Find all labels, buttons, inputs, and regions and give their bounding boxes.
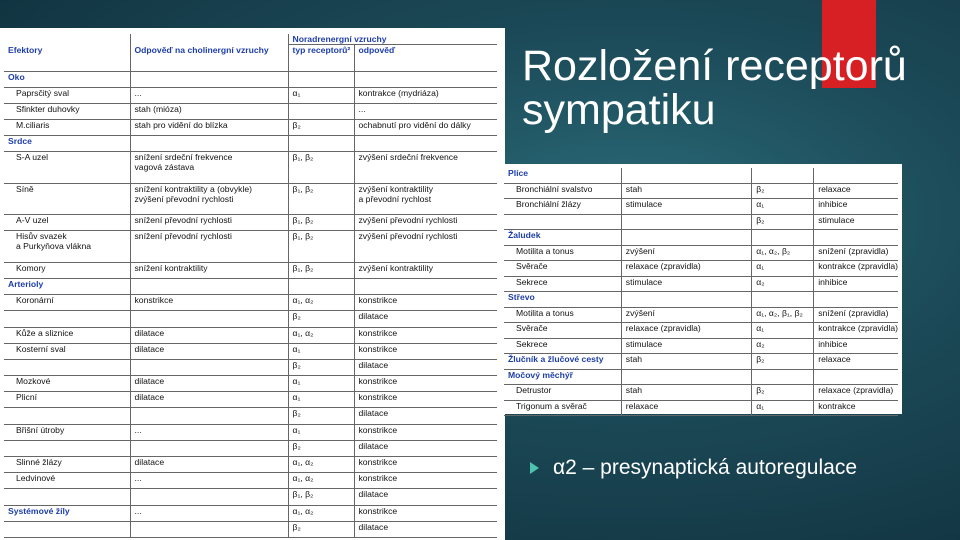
receptor-cell: [288, 103, 354, 119]
bullet-arrow-icon: [530, 462, 539, 474]
response-cell: konstrikce: [354, 343, 497, 359]
response-cell: [814, 292, 898, 308]
receptor-cell: α₁: [288, 392, 354, 408]
response-cell: inhibice: [814, 276, 898, 292]
header-cholinergic: Odpověď na cholinergní vzruchy: [130, 45, 288, 72]
receptor-cell: α₂: [752, 276, 814, 292]
cholinergic-cell: [621, 214, 751, 230]
receptor-cell: β₁, β₂: [288, 183, 354, 214]
cholinergic-cell: relaxace: [621, 400, 751, 416]
response-cell: dilatace: [354, 489, 497, 505]
cholinergic-cell: stimulace: [621, 338, 751, 354]
effector-cell: Svěrače: [504, 323, 621, 339]
receptor-cell: α₁, α₂, β₂: [752, 245, 814, 261]
effector-cell: Střevo: [504, 292, 621, 308]
effector-cell: Sfinkter duhovky: [4, 103, 130, 119]
cholinergic-cell: [621, 292, 751, 308]
receptor-cell: β₂: [288, 120, 354, 136]
effector-cell: S-A uzel: [4, 152, 130, 183]
receptor-cell: [752, 168, 814, 183]
response-cell: konstrikce: [354, 424, 497, 440]
table-row: [504, 276, 898, 292]
receptor-cell: β₁, β₂: [288, 262, 354, 278]
cholinergic-cell: stah pro vidění do blízka: [130, 120, 288, 136]
effector-cell: Arterioly: [4, 278, 130, 294]
cholinergic-cell: relaxace (zpravidla): [621, 323, 751, 339]
effector-cell: Ledvinové: [4, 473, 130, 489]
effector-cell: Močový měchýř: [504, 369, 621, 385]
response-cell: relaxace (zpravidla): [814, 385, 898, 401]
response-cell: zvýšení kontraktility a převodní rychlost: [354, 183, 497, 214]
table-row: [504, 385, 898, 401]
table-row: [4, 120, 497, 136]
effector-cell: Koronární: [4, 295, 130, 311]
cholinergic-cell: ...: [130, 505, 288, 521]
cholinergic-cell: [621, 168, 751, 183]
table-row: [504, 214, 898, 230]
response-cell: ...: [354, 103, 497, 119]
effector-cell: Žaludek: [504, 230, 621, 246]
effector-cell: A-V uzel: [4, 215, 130, 231]
receptor-cell: α₁: [752, 400, 814, 416]
response-cell: konstrikce: [354, 327, 497, 343]
effector-cell: Motilita a tonus: [504, 245, 621, 261]
effector-cell: Detrustor: [504, 385, 621, 401]
header-receptor-type: typ receptorů²: [288, 45, 354, 72]
response-cell: konstrikce: [354, 473, 497, 489]
table-row: [504, 400, 898, 416]
response-cell: dilatace: [354, 359, 497, 375]
effector-cell: Oko: [4, 71, 130, 87]
effector-cell: Plíce: [504, 168, 621, 183]
cholinergic-cell: [130, 521, 288, 537]
response-cell: zvýšení převodní rychlosti: [354, 231, 497, 262]
group-row: [504, 230, 898, 246]
group-row: [4, 505, 497, 521]
response-cell: zvýšení kontraktility: [354, 262, 497, 278]
cholinergic-cell: stimulace: [621, 199, 751, 215]
table-row: [4, 457, 497, 473]
cholinergic-cell: snížení kontraktility a (obvykle) zvýšení převodní rychlosti: [130, 183, 288, 214]
effector-cell: [4, 359, 130, 375]
cholinergic-cell: konstrikce: [130, 295, 288, 311]
effector-cell: Bronchiální žlázy: [504, 199, 621, 215]
cholinergic-cell: zvýšení: [621, 307, 751, 323]
response-cell: konstrikce: [354, 505, 497, 521]
table-row: [504, 307, 898, 323]
cholinergic-cell: dilatace: [130, 376, 288, 392]
group-row: [504, 354, 898, 370]
cholinergic-cell: [130, 311, 288, 327]
receptor-cell: β₂: [288, 359, 354, 375]
table-row: [4, 183, 497, 214]
receptor-cell: [288, 136, 354, 152]
cholinergic-cell: dilatace: [130, 457, 288, 473]
effector-cell: Paprsčitý sval: [4, 87, 130, 103]
table-row: [4, 311, 497, 327]
table-row: [4, 392, 497, 408]
table-row: [4, 440, 497, 456]
cholinergic-cell: zvýšení: [621, 245, 751, 261]
response-cell: [354, 278, 497, 294]
effector-cell: Kosterní sval: [4, 343, 130, 359]
table-row: [4, 103, 497, 119]
group-row: [4, 278, 497, 294]
receptor-cell: α₁, α₂: [288, 473, 354, 489]
receptor-cell: β₁, β₂: [288, 152, 354, 183]
receptor-cell: α₁: [288, 376, 354, 392]
table-row: [504, 245, 898, 261]
receptor-cell: β₂: [288, 521, 354, 537]
response-cell: [814, 168, 898, 183]
response-cell: kontrakce (zpravidla): [814, 323, 898, 339]
header-effectors: Efektory: [4, 45, 130, 72]
table-row: [4, 215, 497, 231]
header-response: odpověď: [354, 45, 497, 72]
response-cell: snížení (zpravidla): [814, 245, 898, 261]
table-row: [4, 262, 497, 278]
receptor-cell: β₁, β₂: [288, 489, 354, 505]
table-row: [504, 199, 898, 215]
cholinergic-cell: [621, 230, 751, 246]
receptor-cell: β₁, β₂: [288, 231, 354, 262]
header-noradrenergic: Noradrenergní vzruchy: [288, 34, 497, 45]
receptor-cell: α₁, α₂: [288, 457, 354, 473]
cholinergic-cell: snížení kontraktility: [130, 262, 288, 278]
response-cell: konstrikce: [354, 295, 497, 311]
response-cell: relaxace: [814, 354, 898, 370]
cholinergic-cell: stah: [621, 385, 751, 401]
effector-cell: Síně: [4, 183, 130, 214]
receptor-cell: [288, 71, 354, 87]
response-cell: dilatace: [354, 408, 497, 424]
cholinergic-cell: [130, 136, 288, 152]
effector-cell: Bronchiální svalstvo: [504, 183, 621, 199]
receptor-cell: [752, 230, 814, 246]
effector-cell: Břišní útroby: [4, 424, 130, 440]
table-row: [4, 424, 497, 440]
response-cell: [354, 136, 497, 152]
effector-cell: [4, 521, 130, 537]
table-row: [504, 183, 898, 199]
cholinergic-cell: [130, 278, 288, 294]
table-row: [4, 376, 497, 392]
receptor-cell: [752, 292, 814, 308]
effector-cell: Komory: [4, 262, 130, 278]
effector-cell: M.ciliaris: [4, 120, 130, 136]
cholinergic-cell: [130, 359, 288, 375]
response-cell: zvýšení srdeční frekvence: [354, 152, 497, 183]
effector-cell: Svěrače: [504, 261, 621, 277]
response-cell: kontrakce: [814, 400, 898, 416]
cholinergic-cell: ...: [130, 424, 288, 440]
table-row: [4, 473, 497, 489]
effector-cell: [4, 440, 130, 456]
title-line-2: sympatiku: [522, 86, 716, 134]
receptor-cell: α₁: [752, 261, 814, 277]
table-row: [4, 408, 497, 424]
receptor-cell: α₁: [288, 343, 354, 359]
receptor-table-1: [0, 28, 505, 540]
effector-cell: Plicní: [4, 392, 130, 408]
table-row: [4, 521, 497, 537]
response-cell: inhibice: [814, 338, 898, 354]
receptor-cell: α₁: [752, 323, 814, 339]
cholinergic-cell: [130, 440, 288, 456]
table-row: [4, 489, 497, 505]
table-row: [504, 338, 898, 354]
table-row: [4, 295, 497, 311]
response-cell: dilatace: [354, 311, 497, 327]
effector-cell: Žlučník a žlučové cesty: [504, 354, 621, 370]
receptor-cell: α₁, α₂: [288, 295, 354, 311]
receptor-table-2: [500, 164, 902, 414]
group-row: [504, 369, 898, 385]
effector-cell: [504, 214, 621, 230]
cholinergic-cell: stah: [621, 354, 751, 370]
effector-cell: Kůže a sliznice: [4, 327, 130, 343]
effector-cell: Hisův svazek a Purkyňova vlákna: [4, 231, 130, 262]
response-cell: ochabnutí pro vidění do dálky: [354, 120, 497, 136]
effector-cell: Slinné žlázy: [4, 457, 130, 473]
receptor-cell: β₂: [752, 214, 814, 230]
table-row: [4, 87, 497, 103]
cholinergic-cell: dilatace: [130, 392, 288, 408]
receptor-cell: α₂: [752, 338, 814, 354]
receptor-cell: α₁, α₂, β₁, β₂: [752, 307, 814, 323]
effector-cell: Mozkové: [4, 376, 130, 392]
group-row: [504, 292, 898, 308]
cholinergic-cell: stimulace: [621, 276, 751, 292]
response-cell: [814, 369, 898, 385]
receptor-cell: α₁: [288, 424, 354, 440]
group-row: [504, 168, 898, 183]
receptor-cell: β₂: [752, 354, 814, 370]
cholinergic-cell: snížení převodní rychlosti: [130, 231, 288, 262]
cholinergic-cell: stah (mióza): [130, 103, 288, 119]
effector-cell: Sekrece: [504, 276, 621, 292]
receptor-cell: α₁, α₂: [288, 327, 354, 343]
effector-cell: [4, 311, 130, 327]
table-row: [4, 343, 497, 359]
effector-cell: Srdce: [4, 136, 130, 152]
cholinergic-cell: stah: [621, 183, 751, 199]
receptor-cell: α₁: [752, 199, 814, 215]
title-line-1: Rozložení receptorů: [522, 42, 907, 90]
response-cell: inhibice: [814, 199, 898, 215]
group-row: [4, 136, 497, 152]
cholinergic-cell: dilatace: [130, 327, 288, 343]
cholinergic-cell: [621, 369, 751, 385]
receptor-cell: α₁, α₂: [288, 505, 354, 521]
receptor-cell: β₂: [752, 385, 814, 401]
effector-cell: Trigonum a svěrač: [504, 400, 621, 416]
table-row: [4, 327, 497, 343]
cholinergic-cell: [130, 489, 288, 505]
receptor-cell: α₁: [288, 87, 354, 103]
receptor-cell: β₁, β₂: [288, 215, 354, 231]
response-cell: dilatace: [354, 521, 497, 537]
table-row: [4, 152, 497, 183]
response-cell: konstrikce: [354, 392, 497, 408]
cholinergic-cell: relaxace (zpravidla): [621, 261, 751, 277]
response-cell: kontrakce (mydriáza): [354, 87, 497, 103]
cholinergic-cell: dilatace: [130, 343, 288, 359]
effector-cell: [4, 489, 130, 505]
response-cell: relaxace: [814, 183, 898, 199]
group-row: [4, 71, 497, 87]
receptor-cell: β₂: [752, 183, 814, 199]
cholinergic-cell: [130, 408, 288, 424]
response-cell: snížení (zpravidla): [814, 307, 898, 323]
receptor-cell: β₂: [288, 440, 354, 456]
response-cell: [354, 71, 497, 87]
table-row: [4, 231, 497, 262]
cholinergic-cell: ...: [130, 87, 288, 103]
response-cell: konstrikce: [354, 457, 497, 473]
table-row: [504, 323, 898, 339]
receptor-cell: β₂: [288, 408, 354, 424]
response-cell: kontrakce (zpravidla): [814, 261, 898, 277]
bullet-text: α2 – presynaptická autoregulace: [553, 456, 857, 479]
response-cell: zvýšení převodní rychlosti: [354, 215, 497, 231]
response-cell: [814, 230, 898, 246]
bullet-item: [530, 456, 857, 480]
effector-cell: Motilita a tonus: [504, 307, 621, 323]
response-cell: konstrikce: [354, 376, 497, 392]
table-row: [504, 261, 898, 277]
response-cell: dilatace: [354, 440, 497, 456]
cholinergic-cell: snížení převodní rychlosti: [130, 215, 288, 231]
cholinergic-cell: snížení srdeční frekvence vagová zástava: [130, 152, 288, 183]
effector-cell: Sekrece: [504, 338, 621, 354]
receptor-cell: [288, 278, 354, 294]
slide-title: [522, 44, 952, 132]
table-row: [4, 359, 497, 375]
response-cell: stimulace: [814, 214, 898, 230]
cholinergic-cell: [130, 71, 288, 87]
effector-cell: [4, 408, 130, 424]
receptor-cell: β₂: [288, 311, 354, 327]
receptor-cell: [752, 369, 814, 385]
effector-cell: Systémové žíly: [4, 505, 130, 521]
cholinergic-cell: ...: [130, 473, 288, 489]
